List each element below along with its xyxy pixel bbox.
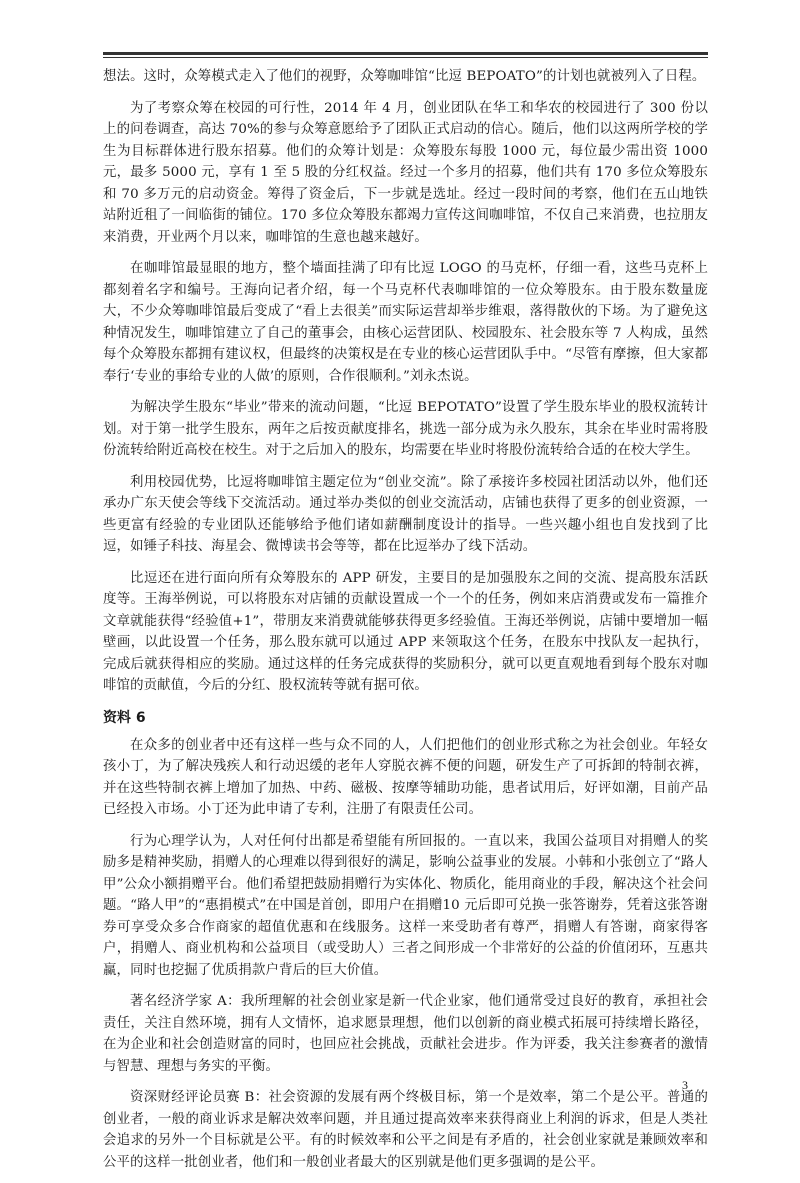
paragraph-campus: 利用校园优势，比逗将咖啡馆主题定位为“创业交流”。除了承接许多校园社团活动以外，他们还承办广东天使会等线下交流活动。通过举办类似的创业交流活动，店铺也获得了更多的创业资源，一些更富有经验的专业团队还能够给予他们诸如薪酬制度设计的指导。一些兴趣小组也自发找到了比逗，如锤子科技、海星会、微博读书会等等，都在比逗举办了线下活动。 bbox=[103, 474, 708, 554]
paragraph-economist-a: 著名经济学家 A：我所理解的社会创业家是新一代企业家，他们通常受过良好的教育，承担社会责任，关注自然环境，拥有人文情怀，追求愿景理想，他们以创新的商业模式拓展可持续增长路径，在为企业和社会创造财富的同时，也回应社会挑战，贡献社会进步。作为评委，我关注参赛者的激情与智慧、理想与务实的平衡。 bbox=[103, 994, 708, 1074]
paragraph-continuation: 想法。这时，众筹模式走入了他们的视野，众筹咖啡馆“比逗 BEPOATO”的计划也就被列入了日程。 bbox=[103, 69, 706, 84]
page-number: 3 bbox=[682, 1078, 688, 1092]
paragraph-commentator-b: 资深财经评论员赛 B：社会资源的发展有两个终极目标，第一个是效率，第二个是公平。普通的创业者，一般的商业诉求是解决效率问题，并且通过提高效率来获得商业上利润的诉求，但是人类社会追求的另外一个目标就是公平。有的时候效率和公平之间是有矛盾的，社会创业家就是兼顾效率和公平的这样一批创业者，他们和一般创业者最大的区别就是他们更多强调的是公平。 bbox=[103, 1090, 708, 1170]
header-rule-thin bbox=[103, 57, 708, 58]
header-rule-thick bbox=[103, 52, 708, 55]
paragraph-graduation: 为解决学生股东“毕业”带来的流动问题，“比逗 BEPOTATO”设置了学生股东毕业的股权流转计划。对于第一批学生股东，两年之后按贡献度排名，挑选一部分成为永久股东，其余在毕业时需将股份流转给附近高校在校生。对于之后加入的股东，均需要在毕业时将股份流转给合适的在校大学生。 bbox=[103, 400, 708, 458]
paragraph-survey: 为了考察众筹在校园的可行性，2014 年 4 月，创业团队在华工和华农的校园进行了 300 份以上的问卷调查，高达 70%的参与众筹意愿给予了团队正式启动的信心。随后，他们以这两所学校的学生为目标群体进行股东招募。他们的众筹计划是：众筹股东每股 1000 元，每位最少需出资 1000 元，最多 5000 元，享有 1 至 5 股的分红权益。经过一个多月的招募，他们共有 170 多位众筹股东和 70 多万元的启动资金。筹得了资金后，下一步就是选址。经过一段时间的考察，他们在五山地铁站附近租了一间临街的铺位。170 多位众筹股东都竭力宣传这间咖啡馆，不仅自己来消费，也拉朋友来消费，开业两个月以来，咖啡馆的生意也越来越好。 bbox=[103, 100, 708, 245]
paragraph-social-entrepreneur: 在众多的创业者中还有这样一些与众不同的人，人们把他们的创业形式称之为社会创业。年轻女孩小丁，为了解决残疾人和行动迟缓的老年人穿脱衣裤不便的问题，研发生产了可拆卸的特制衣裤，并在这些特制衣裤上增加了加热、中药、磁极、按摩等辅助功能，患者试用后，好评如潮，目前产品已经投入市场。小丁还为此申请了专利，注册了有限责任公司。 bbox=[103, 737, 708, 817]
paragraph-mugs: 在咖啡馆最显眼的地方，整个墙面挂满了印有比逗 LOGO 的马克杯，仔细一看，这些马克杯上都刻着名字和编号。王海向记者介绍，每一个马克杯代表咖啡馆的一位众筹股东。由于股东数量庞大，不少众筹咖啡馆最后变成了“看上去很美”而实际运营却举步维艰，落得散伙的下场。为了避免这种情况发生，咖啡馆建立了自己的董事会，由核心运营团队、校园股东、社会股东等 7 人构成，虽然每个众筹股东都拥有建议权，但最终的决策权是在专业的核心运营团队手中。“尽管有摩擦，但大家都奉行‘专业的事给专业的人做’的原则，合作很顺利。”刘永杰说。 bbox=[103, 261, 708, 384]
section-title: 资料 6 bbox=[103, 709, 146, 726]
document-body bbox=[103, 66, 708, 1183]
paragraph-lurenjia: 行为心理学认为，人对任何付出都是希望能有所回报的。一直以来，我国公益项目对捐赠人的奖励多是精神奖励，捐赠人的心理难以得到很好的满足，影响公益事业的发展。小韩和小张创立了“路人甲”公众小额捐赠平台。他们希望把鼓励捐赠行为实体化、物质化，能用商业的手段，解决这个社会问题。“路人甲”的“惠捐模式”在中国是首创，即用户在捐赠10 元后即可兑换一张答谢券，凭着这张答谢券可享受众多合作商家的超值优惠和在线服务。这样一来受助者有尊严，捐赠人有答谢，商家得客户，捐赠人、商业机构和公益项目（或受助人）三者之间形成一个非常好的公益的价值闭环，互惠共赢，同时也挖掘了优质捐款户背后的巨大价值。 bbox=[103, 833, 708, 978]
paragraph-app: 比逗还在进行面向所有众筹股东的 APP 研发，主要目的是加强股东之间的交流、提高股东活跃度等。王海举例说，可以将股东对店铺的贡献设置成一个一个的任务，例如来店消费或发布一篇推介文章就能获得“经验值+1”，带朋友来消费就能够获得更多经验值。王海还举例说，店铺中要增加一幅壁画，以此设置一个任务，那么股东就可以通过 APP 来领取这个任务，在股东中找队友一起执行，完成后就获得相应的奖励。通过这样的任务完成获得的奖励积分，就可以更直观地看到每个股东对咖啡馆的贡献值，今后的分红、股权流转等就有据可依。 bbox=[103, 570, 708, 693]
